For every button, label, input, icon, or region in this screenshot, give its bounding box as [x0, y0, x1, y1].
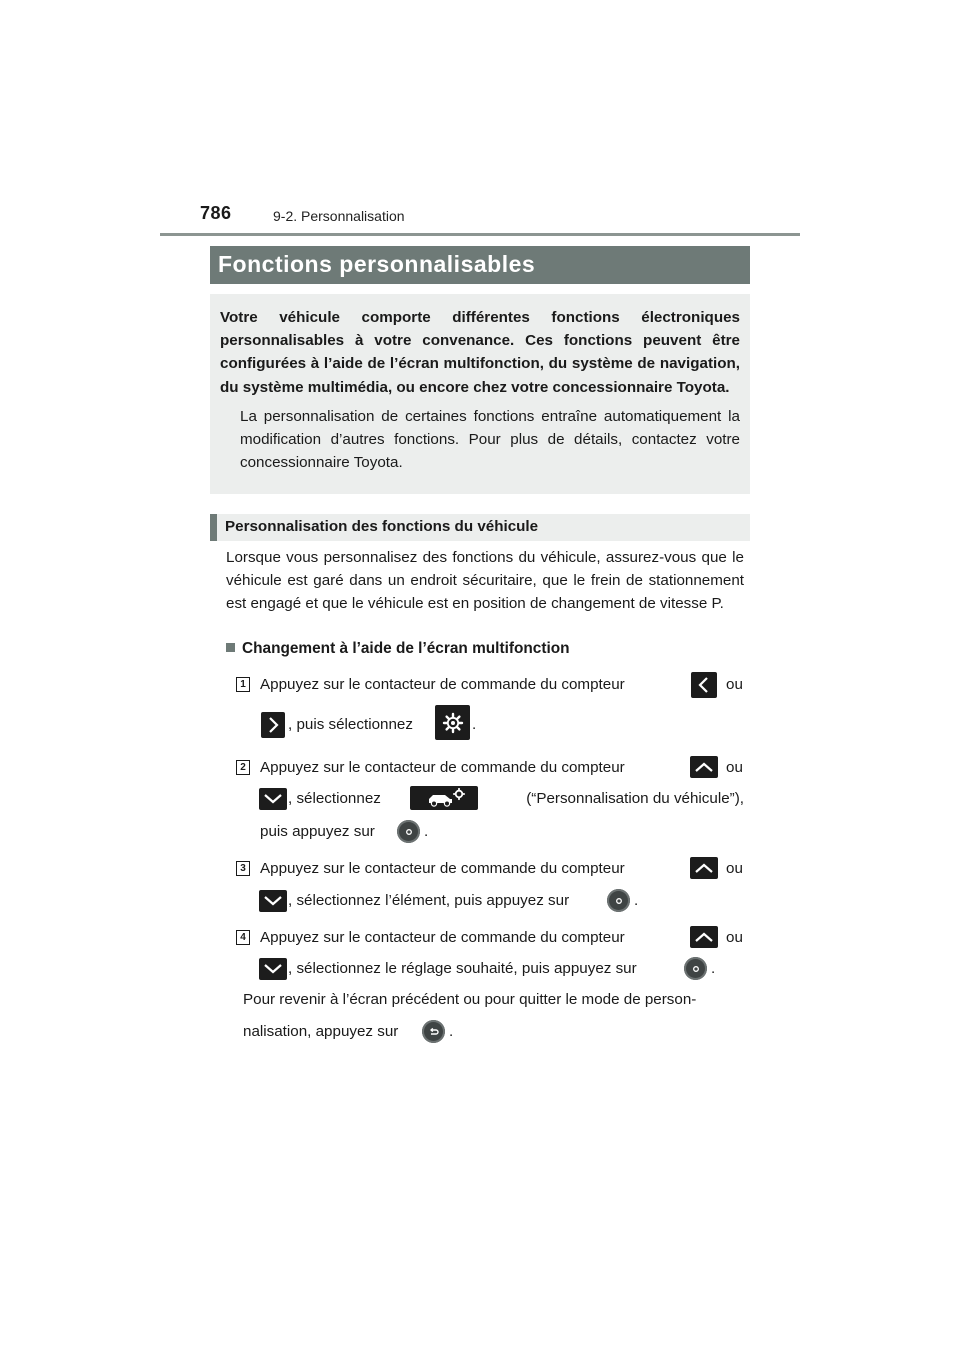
- step-number-2: 2: [236, 760, 250, 775]
- chevron-down-icon: [259, 788, 287, 810]
- intro-text: Votre véhicule comporte différentes fonctions électroniques personnalisables à votre convenance. Ces fonctions peuvent être configurées à l’aide de l’écran multifonction, du système de navigation, du système multimédia, ou encore chez votre concessionnaire Toyota.: [220, 309, 740, 396]
- ok-button-icon: [607, 889, 630, 912]
- square-bullet-icon: [226, 643, 235, 652]
- bullet-heading-text: Changement à l’aide de l’écran multifonction: [242, 640, 570, 657]
- chevron-up-icon: [690, 857, 718, 879]
- page-header: [160, 203, 800, 235]
- car-settings-icon: [410, 786, 478, 810]
- chevron-right-icon: [261, 712, 285, 738]
- step-number-1: 1: [236, 677, 250, 692]
- chevron-up-icon: [690, 756, 718, 778]
- step-1-or: ou: [726, 676, 743, 693]
- step-3-or: ou: [726, 860, 743, 877]
- step-4-or: ou: [726, 929, 743, 946]
- chevron-left-icon: [691, 672, 717, 698]
- step-1-text-line-2: , puis sélectionnez: [288, 716, 413, 733]
- body-paragraph: Lorsque vous personnalisez des fonctions du véhicule, assurez-vous que le véhicule est garé dans un endroit sécuritaire, que le frein de stationnement est engagé et que le véhicule est en position de changement de vitesse P.: [226, 549, 744, 613]
- intro-box: [210, 294, 750, 494]
- footer-note-line-1: Pour revenir à l’écran précédent ou pour quitter le mode de person-: [243, 991, 697, 1008]
- section-reference: 9-2. Personnalisation: [273, 208, 405, 224]
- footer-note-period: .: [449, 1023, 454, 1040]
- step-1-period: .: [472, 716, 477, 733]
- chevron-down-icon: [259, 958, 287, 980]
- step-2-or: ou: [726, 759, 743, 776]
- step-2-vehicle-personalisation: (“Personnalisation du véhicule”),: [526, 790, 744, 807]
- step-2-text-line-3: puis appuyez sur: [260, 823, 375, 840]
- chevron-up-icon: [690, 926, 718, 948]
- step-4-period: .: [711, 960, 716, 977]
- step-number-3: 3: [236, 861, 250, 876]
- step-2-period: .: [424, 823, 429, 840]
- step-number-4: 4: [236, 930, 250, 945]
- footer-note-line-2: nalisation, appuyez sur: [243, 1023, 399, 1040]
- page-number: 786: [200, 203, 232, 223]
- step-3-text-line-1: Appuyez sur le contacteur de commande du compteur: [260, 860, 625, 877]
- intro-note: La personnalisation de certaines fonctions entraîne automatiquement la modification d’autres fonctions. Pour plus de détails, contactez votre concessionnaire Toyota.: [240, 407, 740, 472]
- step-4-text-line-1: Appuyez sur le contacteur de commande du compteur: [260, 929, 625, 946]
- page-title: Fonctions personnalisables: [210, 246, 750, 284]
- ok-button-icon: [397, 820, 420, 843]
- step-2-text-line-2: , sélectionnez: [288, 790, 381, 807]
- bullet-heading: [226, 640, 570, 658]
- step-2-text-line-1: Appuyez sur le contacteur de commande du compteur: [260, 759, 625, 776]
- back-button-icon: [422, 1020, 445, 1043]
- ok-button-icon: [684, 957, 707, 980]
- step-1-text-line-1: Appuyez sur le contacteur de commande du compteur: [260, 676, 625, 693]
- chevron-down-icon: [259, 890, 287, 912]
- step-4-text-line-2: , sélectionnez le réglage souhaité, puis appuyez sur: [288, 960, 637, 977]
- gear-icon: [435, 705, 470, 740]
- step-3-period: .: [634, 892, 639, 909]
- header-divider: [160, 233, 800, 236]
- section-subheading: Personnalisation des fonctions du véhicule: [210, 514, 750, 541]
- step-3-text-line-2: , sélectionnez l’élément, puis appuyez sur: [288, 892, 570, 909]
